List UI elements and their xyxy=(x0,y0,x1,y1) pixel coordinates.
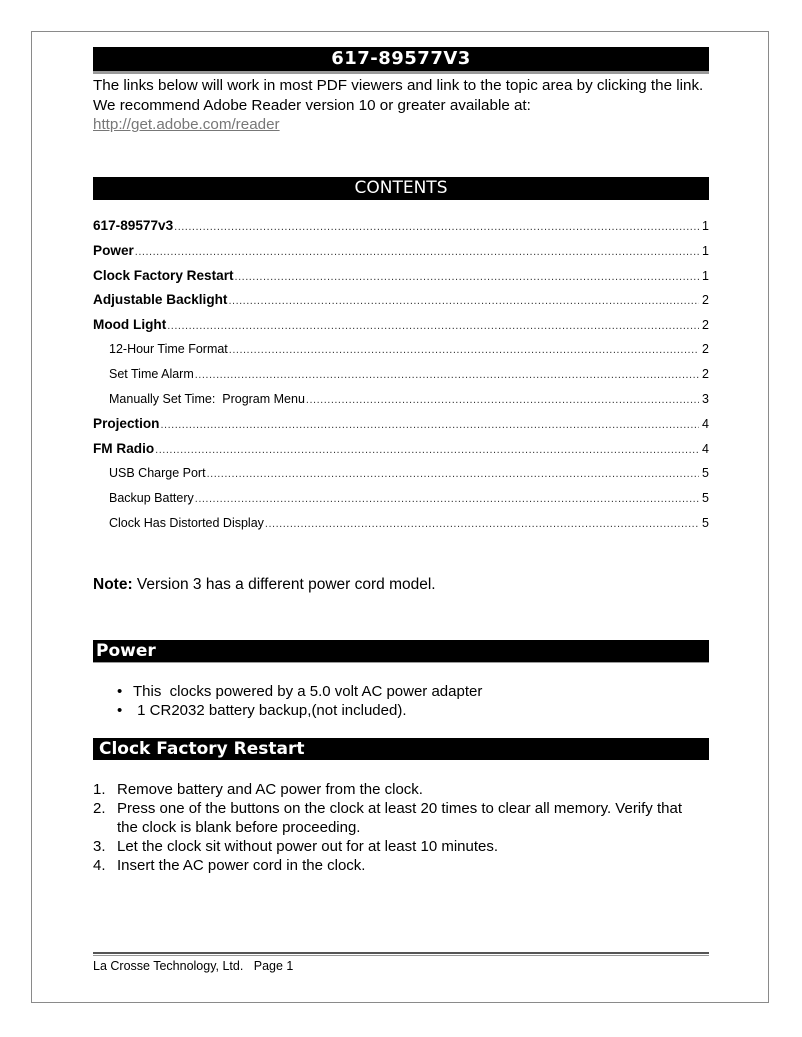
footer-divider xyxy=(93,952,709,956)
list-item: 4. Insert the AC power cord in the clock. xyxy=(93,857,366,874)
list-item: 3. Let the clock sit without power out for at least 10 minutes. xyxy=(93,838,499,855)
contents-heading: CONTENTS xyxy=(93,177,709,200)
list-item: 2. Press one of the buttons on the clock at least 20 times to clear all memory. Verify that the clock is blank before proceeding. xyxy=(93,800,682,836)
toc-item[interactable]: Clock Factory Restart ..... 1 xyxy=(93,268,709,293)
list-item: • This clocks powered by a 5.0 volt AC power adapter xyxy=(117,683,483,700)
power-underline xyxy=(93,662,709,663)
bullet-icon: • xyxy=(117,683,123,700)
adobe-reader-link[interactable]: http://get.adobe.com/reader xyxy=(93,116,280,133)
toc-item[interactable]: 12-Hour Time Format ..... 2 xyxy=(93,342,709,367)
toc-item[interactable]: Manually Set Time: Program Menu ..... 3 xyxy=(93,392,709,417)
document-title: 617-89577V3 xyxy=(93,47,709,71)
toc-item[interactable]: FM Radio ..... 4 xyxy=(93,441,709,466)
toc-item[interactable]: Projection ..... 4 xyxy=(93,416,709,441)
note xyxy=(93,576,436,594)
table-of-contents xyxy=(93,218,709,540)
toc-item[interactable]: Adjustable Backlight ..... 2 xyxy=(93,292,709,317)
page-footer: La Crosse Technology, Ltd. Page 1 xyxy=(93,959,294,973)
toc-item[interactable]: Mood Light ..... 2 xyxy=(93,317,709,342)
toc-item[interactable]: Backup Battery ..... 5 xyxy=(93,491,709,516)
list-item: • 1 CR2032 battery backup,(not included). xyxy=(117,702,407,719)
toc-item[interactable]: Clock Has Distorted Display ..... 5 xyxy=(93,516,709,541)
note-label: Note: xyxy=(93,576,133,593)
power-list xyxy=(117,682,482,720)
toc-item[interactable]: 617-89577v3 ..... 1 xyxy=(93,218,709,243)
power-heading: Power xyxy=(93,640,709,662)
intro-paragraph xyxy=(93,76,709,135)
note-text: Version 3 has a different power cord model. xyxy=(136,576,436,593)
toc-item[interactable]: Power ..... 1 xyxy=(93,243,709,268)
restart-heading: Clock Factory Restart xyxy=(93,738,709,760)
list-item: 1. Remove battery and AC power from the clock. xyxy=(93,781,423,798)
toc-item[interactable]: USB Charge Port ..... 5 xyxy=(93,466,709,491)
bullet-icon: • xyxy=(117,702,123,719)
intro-text: The links below will work in most PDF viewers and link to the topic area by clicking the link. We recommend Adobe Reader version 10 or greater available at: xyxy=(93,77,704,114)
title-underline xyxy=(93,71,709,74)
toc-item[interactable]: Set Time Alarm ..... 2 xyxy=(93,367,709,392)
restart-steps xyxy=(93,780,713,875)
